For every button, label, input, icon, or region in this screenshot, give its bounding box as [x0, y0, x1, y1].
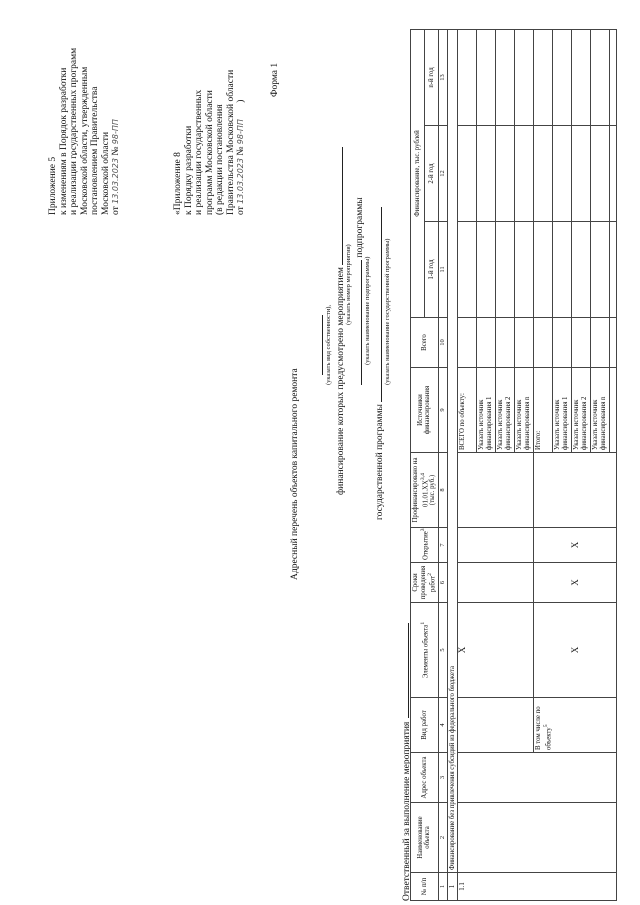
appendix-5-line: Московской области [100, 131, 111, 215]
source-label: Указать источник финансирования n [591, 368, 610, 453]
responsible-blank [399, 623, 409, 718]
source-label: Указать источник финансирования 2 [496, 368, 515, 453]
col-header-work-type: Вид работ [411, 698, 439, 753]
terms-cell [458, 563, 534, 603]
object-num: 1.1 [458, 873, 617, 901]
value-cell [496, 29, 515, 125]
date-prefix: от [236, 206, 246, 215]
value-cell [477, 126, 496, 222]
col-number: 6 [438, 563, 447, 603]
source-label: Указать источник финансирования 1 [477, 368, 496, 453]
source-total-label: ВСЕГО по объекту: [458, 368, 477, 453]
source-label: Указать источник финансирования 1 [553, 368, 572, 453]
appendix-5-date: 13.03.2023 [111, 158, 120, 204]
financed-cell [534, 453, 617, 528]
col-header-opening [411, 528, 439, 563]
appendix-8-date-line [236, 70, 247, 215]
appendix-5-block [48, 48, 122, 215]
value-cell [496, 222, 515, 318]
section-num: 1 [447, 873, 458, 901]
value-cell [515, 29, 534, 125]
source-label [610, 368, 617, 453]
appendix-8-line: «Приложение 8 [173, 152, 183, 215]
value-cell [610, 29, 617, 125]
header-row [411, 29, 425, 900]
responsible-label: Ответственный за выполнение мероприятия [402, 721, 412, 901]
value-cell [458, 29, 477, 125]
value-cell [458, 222, 477, 318]
footnote-mark: 3 [419, 528, 426, 532]
event-caption: (указать номер мероприятия) [345, 244, 352, 325]
footnote-mark: 1 [419, 621, 426, 625]
appendix-5-date-line [111, 48, 122, 215]
value-cell [477, 222, 496, 318]
financed-cell [458, 453, 534, 528]
value-cell [572, 222, 591, 318]
financed-unit: (тыс. руб.) [429, 474, 437, 506]
appendix-5-number: 98-ПП [111, 119, 120, 145]
value-cell [591, 29, 610, 125]
source-label: Указать источник финансирования n [515, 368, 534, 453]
terms-text: Сроки проведения работ [412, 565, 437, 600]
col-number: 2 [438, 803, 447, 873]
value-cell [572, 29, 591, 125]
col-header-sources: Источники финансирования [411, 368, 439, 453]
column-number-row [438, 29, 447, 900]
col-header-yearn: n-й год [424, 29, 438, 125]
value-cell [553, 29, 572, 125]
appendix-8-number: 98-ПП [236, 119, 245, 145]
col-header-financed [411, 453, 439, 528]
value-cell [610, 126, 617, 222]
col-number: 11 [438, 222, 447, 318]
col-number: 8 [438, 453, 447, 528]
col-number: 13 [438, 29, 447, 125]
col-header-name: Наименование объекта [411, 803, 439, 873]
value-cell [515, 126, 534, 222]
col-number: 1 [438, 873, 447, 901]
col-header-address: Адрес объекта [411, 753, 439, 803]
value-cell [477, 29, 496, 125]
appendix-5-line: к изменениям в Порядок разработки [58, 67, 69, 215]
footnote-mark: 5 [542, 724, 549, 728]
value-cell [553, 318, 572, 368]
document-title: Адресный перечень объектов капитального ремонта [290, 368, 300, 580]
program-blank [372, 207, 382, 402]
work-type-cell [458, 698, 534, 753]
appendix-5-line: Приложение 5 [48, 156, 58, 215]
opening-cell [458, 528, 534, 563]
source-label: Указать источник финансирования 2 [572, 368, 591, 453]
elements-text: Элементы объекта [421, 624, 429, 679]
section-row [447, 29, 458, 900]
appendix-8-block [173, 70, 247, 215]
value-cell [553, 126, 572, 222]
subprogram-caption: (указать наименование подпрограммы) [364, 256, 371, 365]
value-cell [477, 318, 496, 368]
value-cell [534, 318, 553, 368]
appendix-8-line: к Порядку разработки [183, 125, 194, 215]
value-cell [610, 222, 617, 318]
object-name-cell [458, 803, 617, 873]
event-blank [333, 147, 343, 265]
value-cell [515, 318, 534, 368]
col-number: 9 [438, 368, 447, 453]
object-row [458, 29, 477, 900]
col-number: 10 [438, 318, 447, 368]
col-number: 4 [438, 698, 447, 753]
elements-x-mark: X [534, 603, 617, 698]
col-header-elements [411, 603, 439, 698]
value-cell [572, 126, 591, 222]
financing-text: финансирование которых предусмотрено мероприятием [336, 267, 346, 495]
col-header-year2: 2-й год [424, 126, 438, 222]
value-cell [572, 318, 591, 368]
including-text: В том числе по объекту [535, 706, 553, 750]
col-header-terms [411, 563, 439, 603]
opening-x-mark: X [534, 528, 617, 563]
col-number: 7 [438, 528, 447, 563]
value-cell [515, 222, 534, 318]
col-header-num: № п/п [411, 873, 439, 901]
col-number: 12 [438, 126, 447, 222]
owner-caption: (указать вид собственности), [325, 305, 332, 385]
section-title: Финансирование без привлечения субсидий из федерального бюджета [447, 29, 458, 872]
program-text: государственной программы [375, 404, 385, 520]
appendix-5-line: постановлением Правительства [90, 86, 100, 215]
subprogram-blank [352, 260, 362, 385]
program-caption: (указать наименование государственной программы) [384, 238, 391, 385]
itogo-label: Итого: [534, 368, 553, 453]
appendix-8-line: Правительства Московской области [225, 69, 236, 215]
value-cell [591, 222, 610, 318]
appendix-8-line: программ Московской области [204, 90, 215, 215]
financed-text: Профинансировано на 01.01.ХХ [412, 457, 429, 523]
appendix-5-line: и реализации государственных программ [69, 47, 79, 215]
value-cell [496, 126, 515, 222]
appendix-8-date: 13.03.2023 [236, 158, 245, 204]
value-cell [591, 126, 610, 222]
value-cell [610, 318, 617, 368]
closing-paren: ) [236, 99, 246, 103]
col-header-financing-group: Финансирование, тыс. рублей [411, 29, 425, 317]
col-header-year1: 1-й год [424, 222, 438, 318]
value-cell [496, 318, 515, 368]
col-number: 5 [438, 603, 447, 698]
capital-repair-table [410, 29, 617, 901]
footnote-mark: 2 [427, 573, 433, 576]
terms-x-mark: X [534, 563, 617, 603]
value-cell [534, 126, 553, 222]
footnote-mark: 3,4 [419, 473, 426, 481]
subprogram-text: подпрограммы [355, 197, 365, 258]
opening-text: Открытие [421, 531, 429, 560]
elements-x-mark: X [458, 603, 534, 698]
value-cell [534, 29, 553, 125]
appendix-8-line: (в редакции постановления [215, 104, 225, 215]
value-cell [458, 126, 477, 222]
value-cell [534, 222, 553, 318]
value-cell [553, 222, 572, 318]
number-label: № [111, 146, 121, 156]
form-number: Форма 1 [270, 62, 280, 97]
col-header-total: Всего [411, 318, 439, 368]
object-address-cell [458, 753, 617, 803]
appendix-5-line: Московской области, утвержденным [79, 66, 90, 215]
including-cell [534, 698, 617, 753]
date-prefix: от [111, 206, 121, 215]
appendix-8-line: и реализации государственных [194, 89, 204, 215]
number-label: № [236, 146, 246, 156]
value-cell [458, 318, 477, 368]
value-cell [591, 318, 610, 368]
col-number: 3 [438, 753, 447, 803]
